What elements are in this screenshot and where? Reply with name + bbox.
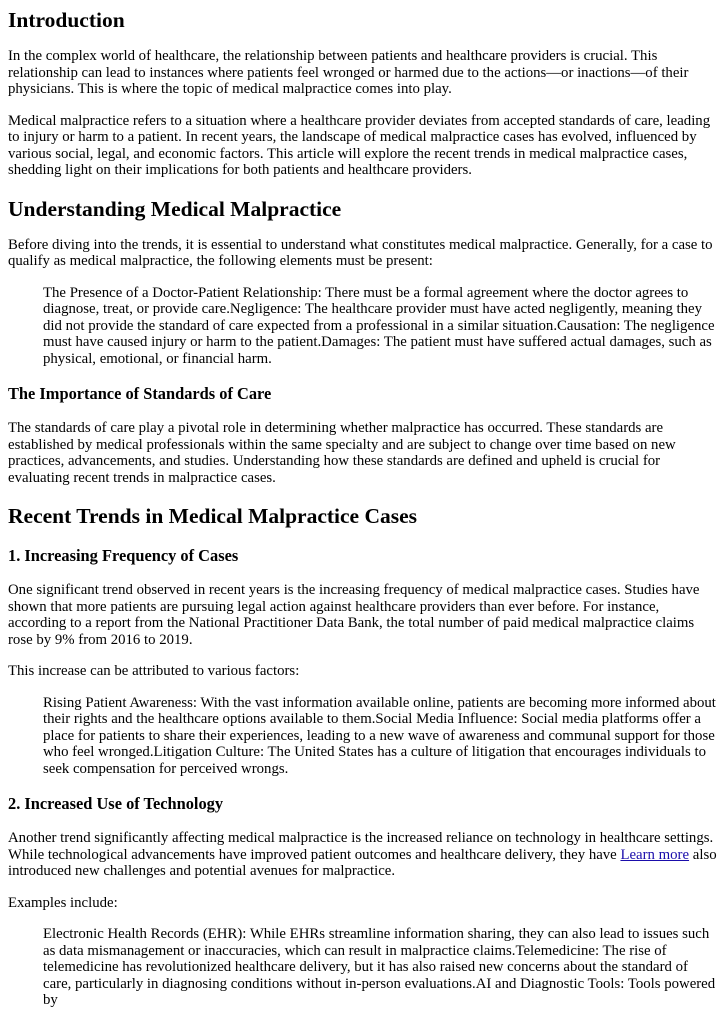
- intro-paragraph-1: In the complex world of healthcare, the relationship between patients and healthcare providers is crucial. This relationship can lead to instances where patients feel wronged or harmed due to the actions—or inactions—of their physicians. This is where the topic of medical malpractice comes into play.: [8, 48, 689, 97]
- elements-blockquote: The Presence of a Doctor-Patient Relationship: There must be a formal agreement where the doctor agrees to diagnose, treat, or provide care.Negligence: The healthcare provider must have acted negligently, meaning they did not provide the standard of care expected from a professional in a similar situation.Causation: The negligence must have caused injury or harm to the patient.Damages: The patient must have suffered actual damages, such as physical, emotional, or financial harm.: [43, 284, 715, 367]
- frequency-paragraph-2: This increase can be attributed to various factors:: [8, 663, 300, 679]
- learn-more-link[interactable]: Learn more: [620, 846, 690, 863]
- frequency-paragraph-1: One significant trend observed in recent years is the increasing frequency of medical malpractice cases. Studies have shown that more patients are pursuing legal action against healthcare providers than ever before. For instance, according to a report from the National Practitioner Data Bank, the total number of paid medical malpractice claims rose by 9% from 2016 to 2019.: [8, 582, 700, 648]
- article-body: [8, 7, 718, 1009]
- trends-heading: Recent Trends in Medical Malpractice Cases: [8, 504, 418, 528]
- examples-label: Examples include:: [8, 894, 118, 911]
- technology-text-after-link: also introduced new challenges and potential avenues for malpractice.: [8, 846, 717, 879]
- factors-blockquote: Rising Patient Awareness: With the vast information available online, patients are becoming more informed about their rights and the healthcare options available to them.Social Media Influence: Social media platforms offer a place for patients to share their experiences, leading to a new wave of awareness and communal support for those who feel wronged.Litigation Culture: The United States has a culture of litigation that encourages individuals to seek compensation for perceived wrongs.: [43, 694, 716, 777]
- frequency-heading: 1. Increasing Frequency of Cases: [8, 546, 239, 565]
- understanding-heading: Understanding Medical Malpractice: [8, 196, 342, 221]
- technology-paragraph: [8, 830, 718, 880]
- technology-heading: 2. Increased Use of Technology: [8, 794, 224, 813]
- technology-text-before-link: Another trend significantly affecting medical malpractice is the increased reliance on technology in healthcare settings. While technological advancements have improved patient outcomes and healthcare delivery, they have: [8, 830, 714, 863]
- intro-paragraph-2: Medical malpractice refers to a situation where a healthcare provider deviates from accepted standards of care, leading to injury or harm to a patient. In recent years, the landscape of medical malpractice cases has evolved, influenced by various social, legal, and economic factors. This article will explore the recent trends in medical malpractice cases, shedding light on their implications for both patients and healthcare providers.: [8, 112, 711, 178]
- standards-paragraph: The standards of care play a pivotal role in determining whether malpractice has occurred. These standards are established by medical professionals within the same specialty and are subject to change over time based on new practices, advancements, and studies. Understanding how these standards are defined and upheld is crucial for evaluating recent trends in malpractice cases.: [8, 420, 676, 486]
- introduction-heading: Introduction: [8, 8, 125, 32]
- examples-blockquote: Electronic Health Records (EHR): While EHRs streamline information sharing, they can also lead to issues such as data mismanagement or inaccuracies, which can result in malpractice claims.Telemedicine: The rise of telemedicine has revolutionized healthcare delivery, but it has also raised new concerns about the standard of care, particularly in diagnosing conditions without in-person evaluations.AI and Diagnostic Tools: Tools powered by: [43, 926, 716, 1008]
- understanding-paragraph: Before diving into the trends, it is essential to understand what constitutes medical malpractice. Generally, for a case to qualify as medical malpractice, the following elements must be present:: [8, 236, 713, 269]
- standards-heading: The Importance of Standards of Care: [8, 384, 272, 403]
